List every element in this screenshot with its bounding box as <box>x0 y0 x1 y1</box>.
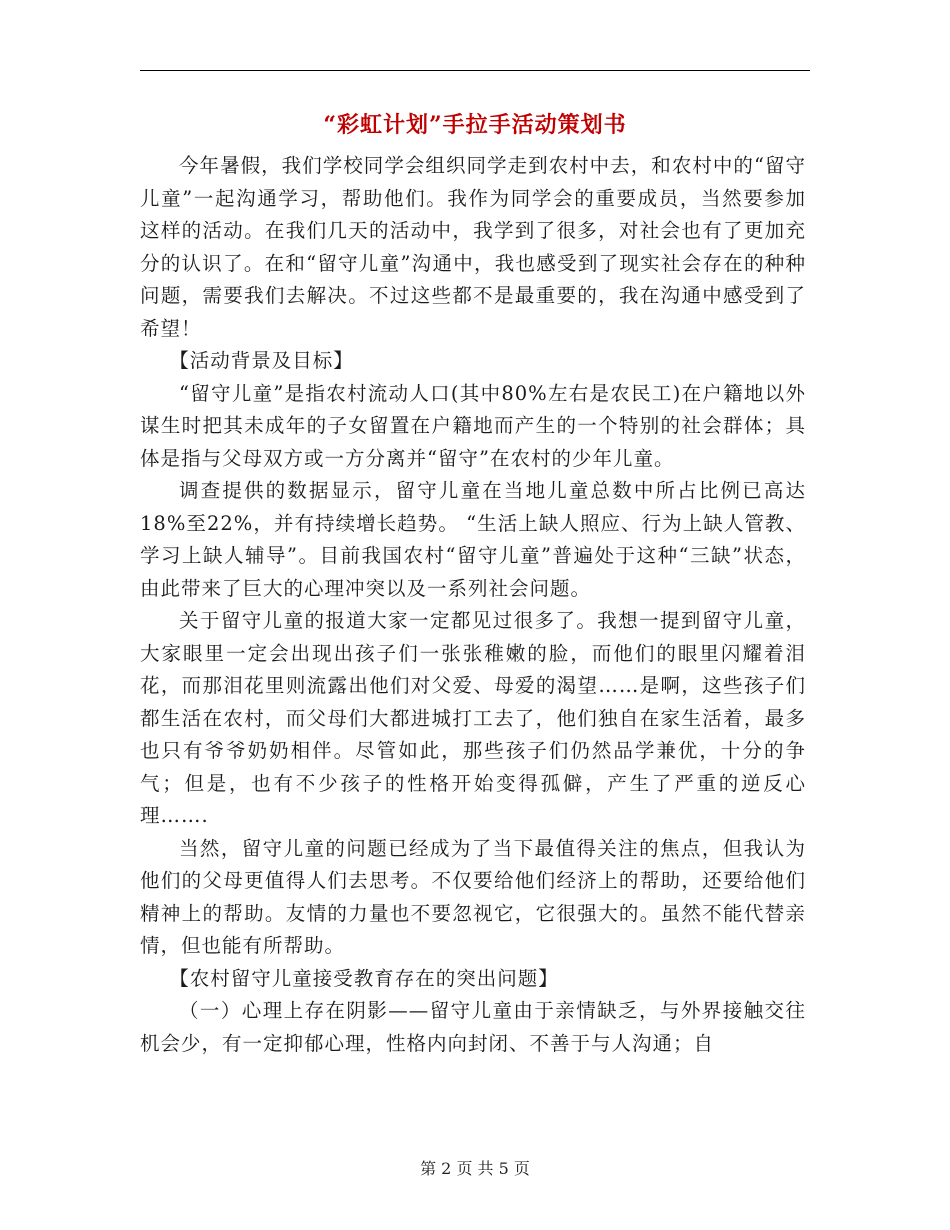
paragraph-intro: 今年暑假，我们学校同学会组织同学走到农村中去，和农村中的“留守儿童”一起沟通学习，帮助他们。我作为同学会的重要成员，当然要参加这样的活动。在我们几天的活动中，我学到了很多，对社会也有了更加充分的认识了。在和“留守儿童”沟通中，我也感受到了现实社会存在的种种问题，需要我们去解决。不过这些都不是最重要的，我在沟通中感受到了希望！ <box>140 154 806 340</box>
section-heading-problems: 【农村留守儿童接受教育存在的突出问题】 <box>169 966 559 990</box>
paragraph-definition: “留守儿童”是指农村流动人口(其中80%左右是农民工)在户籍地以外谋生时把其未成年的子女留置在户籍地而产生的一个特别的社会群体；具体是指与父母双方或一方分离并“留守”在农村的少年儿童。 <box>140 381 806 470</box>
header-rule <box>140 70 810 71</box>
paragraph-survey: 调查提供的数据显示，留守儿童在当地儿童总数中所占比例已高达18%至22%，并有持续增长趋势。 “生活上缺人照应、行为上缺人管教、学习上缺人辅导”。目前我国农村“留守儿童”普遍处于这种“三缺”状态，由此带来了巨大的心理冲突以及一系列社会问题。 <box>140 479 806 600</box>
paragraph-problem-one: （一）心理上存在阴影——留守儿童由于亲情缺乏，与外界接触交往机会少，有一定抑郁心理，性格内向封闭、不善于与人沟通；自 <box>140 999 806 1055</box>
page-footer: 第 2 页 共 5 页 <box>420 1159 530 1178</box>
paragraph-reflection: 当然，留守儿童的问题已经成为了当下最值得关注的焦点，但我认为他们的父母更值得人们去思考。不仅要给他们经济上的帮助，还要给他们精神上的帮助。友情的力量也不要忽视它，它很强大的。虽然不能代替亲情，但也能有所帮助。 <box>140 836 806 957</box>
document-body <box>140 150 806 1060</box>
document-title: “彩虹计划”手拉手活动策划书 <box>323 112 627 138</box>
section-heading-background: 【活动背景及目标】 <box>169 349 354 372</box>
paragraph-reports: 关于留守儿童的报道大家一定都见过很多了。我想一提到留守儿童，大家眼里一定会出现出孩子们一张张稚嫩的脸，而他们的眼里闪耀着泪花，而那泪花里则流露出他们对父爱、母爱的渴望……是啊，这些孩子们都生活在农村，而父母们大都进城打工去了，他们独自在家生活着，最多也只有爷爷奶奶相伴。尽管如此，那些孩子们仍然品学兼优，十分的争气；但是，也有不少孩子的性格开始变得孤僻，产生了严重的逆反心理……. <box>140 609 806 827</box>
